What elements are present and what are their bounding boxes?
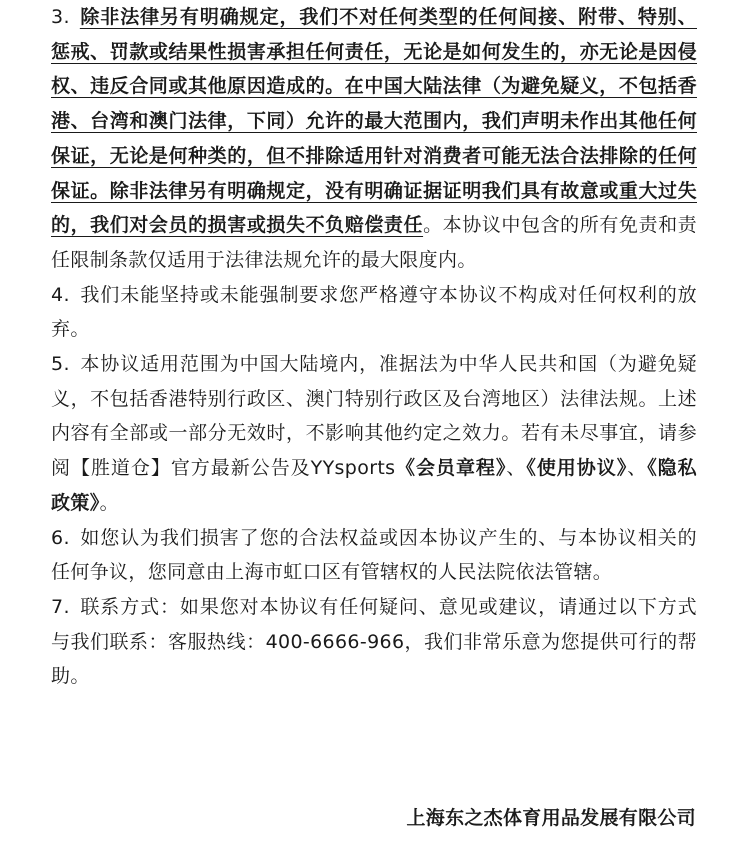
member-charter-link[interactable]: 《会员章程》: [395, 457, 507, 480]
clause-7: [51, 590, 697, 694]
usage-agreement-link[interactable]: 《使用协议》: [526, 457, 628, 480]
clause-5-end: 。: [99, 491, 119, 514]
clause-4-number: 4.: [51, 283, 70, 306]
privacy-policy-link[interactable]: 《隐私政策》: [51, 457, 697, 514]
clause-3-plain-text: 。本协议中包含的所有免责和责任限制条款仅适用于法律法规允许的最大限度内。: [51, 214, 698, 271]
clause-5-separator: 、: [627, 457, 648, 480]
clause-4-text: 我们未能坚持或未能强制要求您严格遵守本协议不构成对任何权利的放弃。: [51, 283, 697, 341]
clause-7-number: 7.: [51, 595, 70, 618]
clause-5-number: 5.: [51, 353, 70, 376]
agreement-body: [51, 0, 697, 694]
clause-6: [51, 521, 697, 590]
clause-5-text: 本协议适用范围为中国大陆境内，准据法为中华人民共和国（为避免疑义，不包括香港特别行政区、澳门特别行政区及台湾地区）法律法规。上述内容有全部或一部分无效时，不影响其他约定之效力。若有未尽事宜，请参阅【胜道仓】官方最新公告及YYsports: [51, 353, 697, 480]
clause-3-number: 3.: [51, 6, 70, 28]
clause-4: [51, 278, 697, 347]
clause-6-number: 6.: [51, 526, 70, 549]
clause-3-liability-text: 除非法律另有明确规定，我们不对任何类型的任何间接、附带、特别、惩戒、罚款或结果性损害承担任何责任，无论是如何发生的，亦无论是因侵权、违反合同或其他原因造成的。在中国大陆法律（为避免疑义，不包括香港、台湾和澳门法律，下同）允许的最大范围内，我们声明未作出其他任何保证，无论是何种类的，但不排除适用针对消费者可能无法合法排除的任何保证。除非法律另有明确规定，没有明确证据证明我们具有故意或重大过失的，我们对会员的损害或损失不负赔偿责任: [51, 6, 697, 237]
clause-3: [51, 0, 697, 278]
clause-5-separator: 、: [506, 457, 527, 480]
clause-5: [51, 347, 697, 521]
clause-7-text: 联系方式：如果您对本协议有任何疑问、意见或建议，请通过以下方式与我们联系：客服热线：400-6666-966，我们非常乐意为您提供可行的帮助。: [51, 595, 697, 688]
company-signature: 上海东之杰体育用品发展有限公司: [406, 807, 696, 829]
clause-6-text: 如您认为我们损害了您的合法权益或因本协议产生的、与本协议相关的任何争议，您同意由上海市虹口区有管辖权的人民法院依法管辖。: [51, 526, 697, 584]
